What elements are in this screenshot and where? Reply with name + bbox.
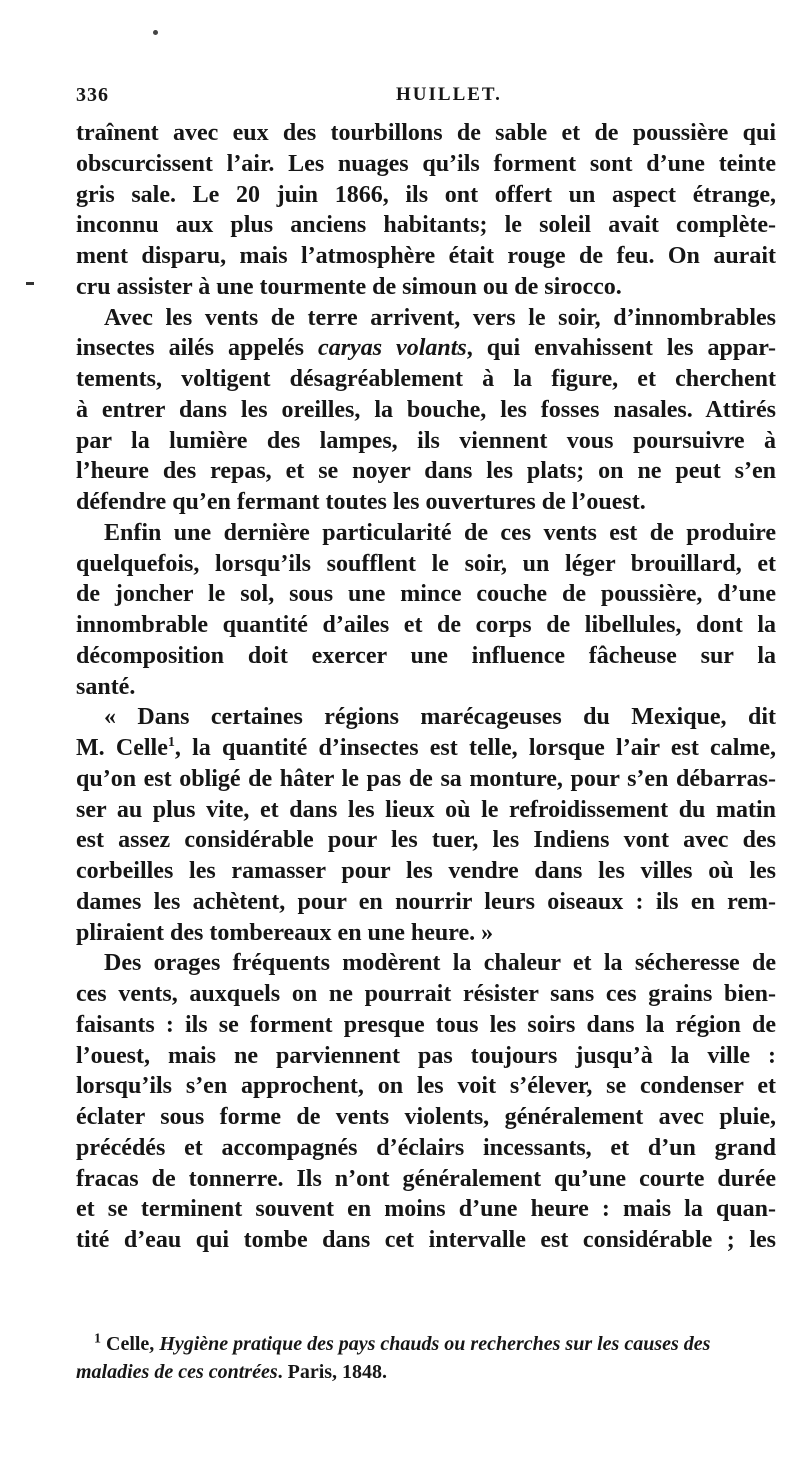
text-line	[76, 856, 776, 887]
text-line	[76, 579, 776, 610]
text-span: ser au plus vite, et dans les lieux où le refroidissement du matin	[76, 796, 776, 823]
text-line	[76, 610, 776, 641]
text-span: « Dans certaines régions marécageuses du Mexique, dit	[104, 704, 776, 731]
text-span: quelquefois, lorsqu’ils soufflent le soir, un léger brouillard, et	[76, 550, 776, 577]
text-span: faisants : ils se forment presque tous les soirs dans la région de	[76, 1011, 776, 1038]
text-span: tité d’eau qui tombe dans cet intervalle est considérable ; les	[76, 1227, 776, 1253]
text-line	[76, 1010, 776, 1041]
text-line	[76, 918, 776, 949]
text-line	[76, 210, 776, 241]
text-span: Avec les vents de terre arrivent, vers le soir, d’innombrables	[104, 304, 776, 331]
text-span: tements, voltigent désagréablement à la figure, et cherchent	[76, 366, 776, 392]
page-number: 336	[76, 84, 109, 106]
text-line	[76, 518, 776, 549]
text-span: corbeilles les ramasser pour les vendre dans les villes où les	[76, 858, 776, 884]
text-line	[76, 795, 776, 826]
text-line	[76, 487, 776, 518]
text-span: ces vents, auxquels on ne pourrait résister sans ces grains bien-	[76, 981, 776, 1007]
text-span: caryas volants	[318, 335, 467, 362]
running-head: HUILLET.	[396, 84, 502, 105]
text-span: l’heure des repas, et se noyer dans les plats; on ne peut s’en	[76, 458, 776, 485]
footnote-marker: 1	[94, 1331, 101, 1347]
text-line	[76, 426, 776, 457]
text-line	[76, 948, 776, 979]
text-line	[76, 702, 776, 733]
text-span: de joncher le sol, sous une mince couche de poussière, d’une	[76, 581, 776, 608]
text-line	[76, 1133, 776, 1164]
text-span: M. Celle	[76, 735, 168, 761]
footnote-line	[76, 1358, 776, 1386]
text-span: lorsqu’ils s’en approchent, on les voit s’élever, se condenser et	[76, 1073, 776, 1100]
text-span: insectes ailés appelés	[76, 335, 319, 362]
ink-speck	[153, 30, 158, 35]
text-line	[76, 733, 776, 764]
text-line	[76, 549, 776, 580]
footnotes	[76, 1330, 776, 1386]
text-span: , qui envahissent les appar-	[466, 335, 776, 362]
text-span: décomposition doit exercer une influence fâcheuse sur la	[76, 642, 776, 669]
text-line	[76, 825, 776, 856]
text-line	[76, 979, 776, 1010]
text-line	[76, 1041, 776, 1072]
text-line	[76, 241, 776, 272]
text-span: Celle,	[101, 1333, 160, 1355]
text-span: est assez considérable pour les tuer, les Indiens vont avec des	[76, 827, 776, 854]
text-span: . Paris, 1848.	[277, 1361, 388, 1383]
text-line	[76, 887, 776, 918]
text-line	[76, 456, 776, 487]
text-span: obscurcissent l’air. Les nuages qu’ils forment sont d’une teinte	[76, 150, 776, 177]
text-line	[76, 764, 776, 795]
text-span: cru assister à une tourmente de simoun ou de sirocco.	[76, 273, 622, 300]
text-span: par la lumière des lampes, ils viennent vous poursuivre à	[76, 427, 776, 454]
text-line	[76, 272, 776, 303]
text-span: inconnu aux plus anciens habitants; le soleil avait complète-	[76, 212, 776, 239]
text-span: dames les achètent, pour en nourrir leurs oiseaux : ils en rem-	[76, 888, 776, 915]
text-line	[76, 641, 776, 672]
text-span: ment disparu, mais l’atmosphère était rouge de feu. On aurait	[76, 243, 776, 269]
text-line	[76, 1194, 776, 1225]
text-span: gris sale. Le 20 juin 1866, ils ont offert un aspect étrange,	[76, 181, 776, 208]
text-span: et se terminent souvent en moins d’une heure : mais la quan-	[76, 1196, 776, 1223]
text-span: traînent avec eux des tourbillons de sable et de poussière qui	[76, 120, 776, 146]
text-line	[76, 303, 776, 334]
text-line	[76, 395, 776, 426]
text-line	[76, 672, 776, 703]
text-line	[76, 333, 776, 364]
text-line	[76, 118, 776, 149]
text-span: , la quantité d’insectes est telle, lorsque l’air est calme,	[174, 735, 776, 761]
text-line	[76, 180, 776, 211]
text-span: défendre qu’en fermant toutes les ouvertures de l’ouest.	[76, 489, 646, 515]
page-header	[76, 84, 776, 110]
text-span: Des orages fréquents modèrent la chaleur et la sécheresse de	[104, 950, 776, 977]
text-line	[76, 364, 776, 395]
text-span: Hygiène pratique des pays chauds ou recherches sur les causes des	[159, 1333, 711, 1355]
body-text	[76, 118, 776, 1256]
text-span: qu’on est obligé de hâter le pas de sa monture, pour s’en débarras-	[76, 765, 776, 792]
text-line	[76, 1225, 776, 1256]
text-span: l’ouest, mais ne parviennent pas toujours jusqu’à la ville :	[76, 1042, 776, 1069]
text-span: fracas de tonnerre. Ils n’ont généralement qu’une courte durée	[76, 1165, 776, 1192]
footnote-line	[76, 1330, 776, 1358]
text-span: maladies de ces contrées	[76, 1361, 278, 1383]
text-line	[76, 149, 776, 180]
footnote-marker: 1	[167, 735, 175, 750]
text-span: Enfin une dernière particularité de ces vents est de produire	[104, 519, 776, 546]
text-span: pliraient des tombereaux en une heure. »	[76, 919, 494, 946]
text-span: santé.	[76, 673, 136, 700]
text-line	[76, 1164, 776, 1195]
margin-mark	[26, 282, 34, 285]
text-span: à entrer dans les oreilles, la bouche, les fosses nasales. Attirés	[76, 396, 776, 423]
text-span: précédés et accompagnés d’éclairs incessants, et d’un grand	[76, 1134, 776, 1161]
text-line	[76, 1102, 776, 1133]
text-line	[76, 1071, 776, 1102]
text-span: innombrable quantité d’ailes et de corps de libellules, dont la	[76, 612, 776, 638]
text-span: éclater sous forme de vents violents, généralement avec pluie,	[76, 1104, 776, 1130]
